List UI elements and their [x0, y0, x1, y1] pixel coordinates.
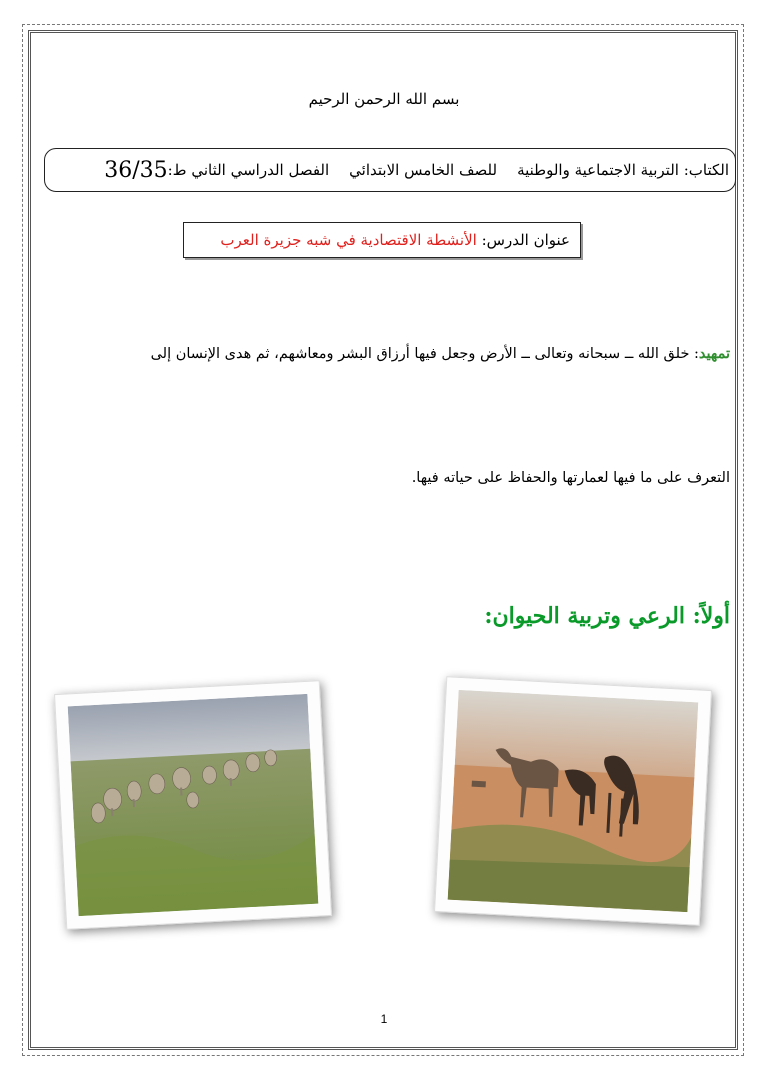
semester-label: الفصل الدراسي الثاني ط:: [167, 161, 330, 179]
lesson-label: عنوان الدرس:: [481, 231, 570, 249]
intro-line-2: التعرف على ما فيها لعمارتها والحفاظ على حياته فيها.: [411, 470, 730, 486]
page-range: 36/35: [104, 157, 168, 183]
sheep-photo: [54, 680, 332, 930]
basmala: بسم الله الرحمن الرحيم: [308, 90, 460, 108]
intro-label: تمهيد: [698, 345, 730, 362]
lesson-title: الأنشطة الاقتصادية في شبه جزيرة العرب: [220, 231, 477, 249]
camels-photo: [434, 676, 712, 926]
page-number: 1: [380, 1012, 388, 1026]
section-heading: أولاً: الرعي وتربية الحيوان:: [484, 603, 730, 629]
lesson-title-box: [183, 222, 581, 258]
grade-label: للصف الخامس الابتدائي: [349, 161, 498, 179]
intro-line-1: [30, 345, 730, 362]
intro-text-1: : خلق الله ــ سبحانه وتعالى ــ الأرض وجعل فيها أرزاق البشر ومعاشهم، ثم هدى الإنسان إلى: [150, 346, 699, 362]
book-title: الكتاب: التربية الاجتماعية والوطنية: [517, 161, 729, 179]
book-info-box: [44, 148, 736, 192]
